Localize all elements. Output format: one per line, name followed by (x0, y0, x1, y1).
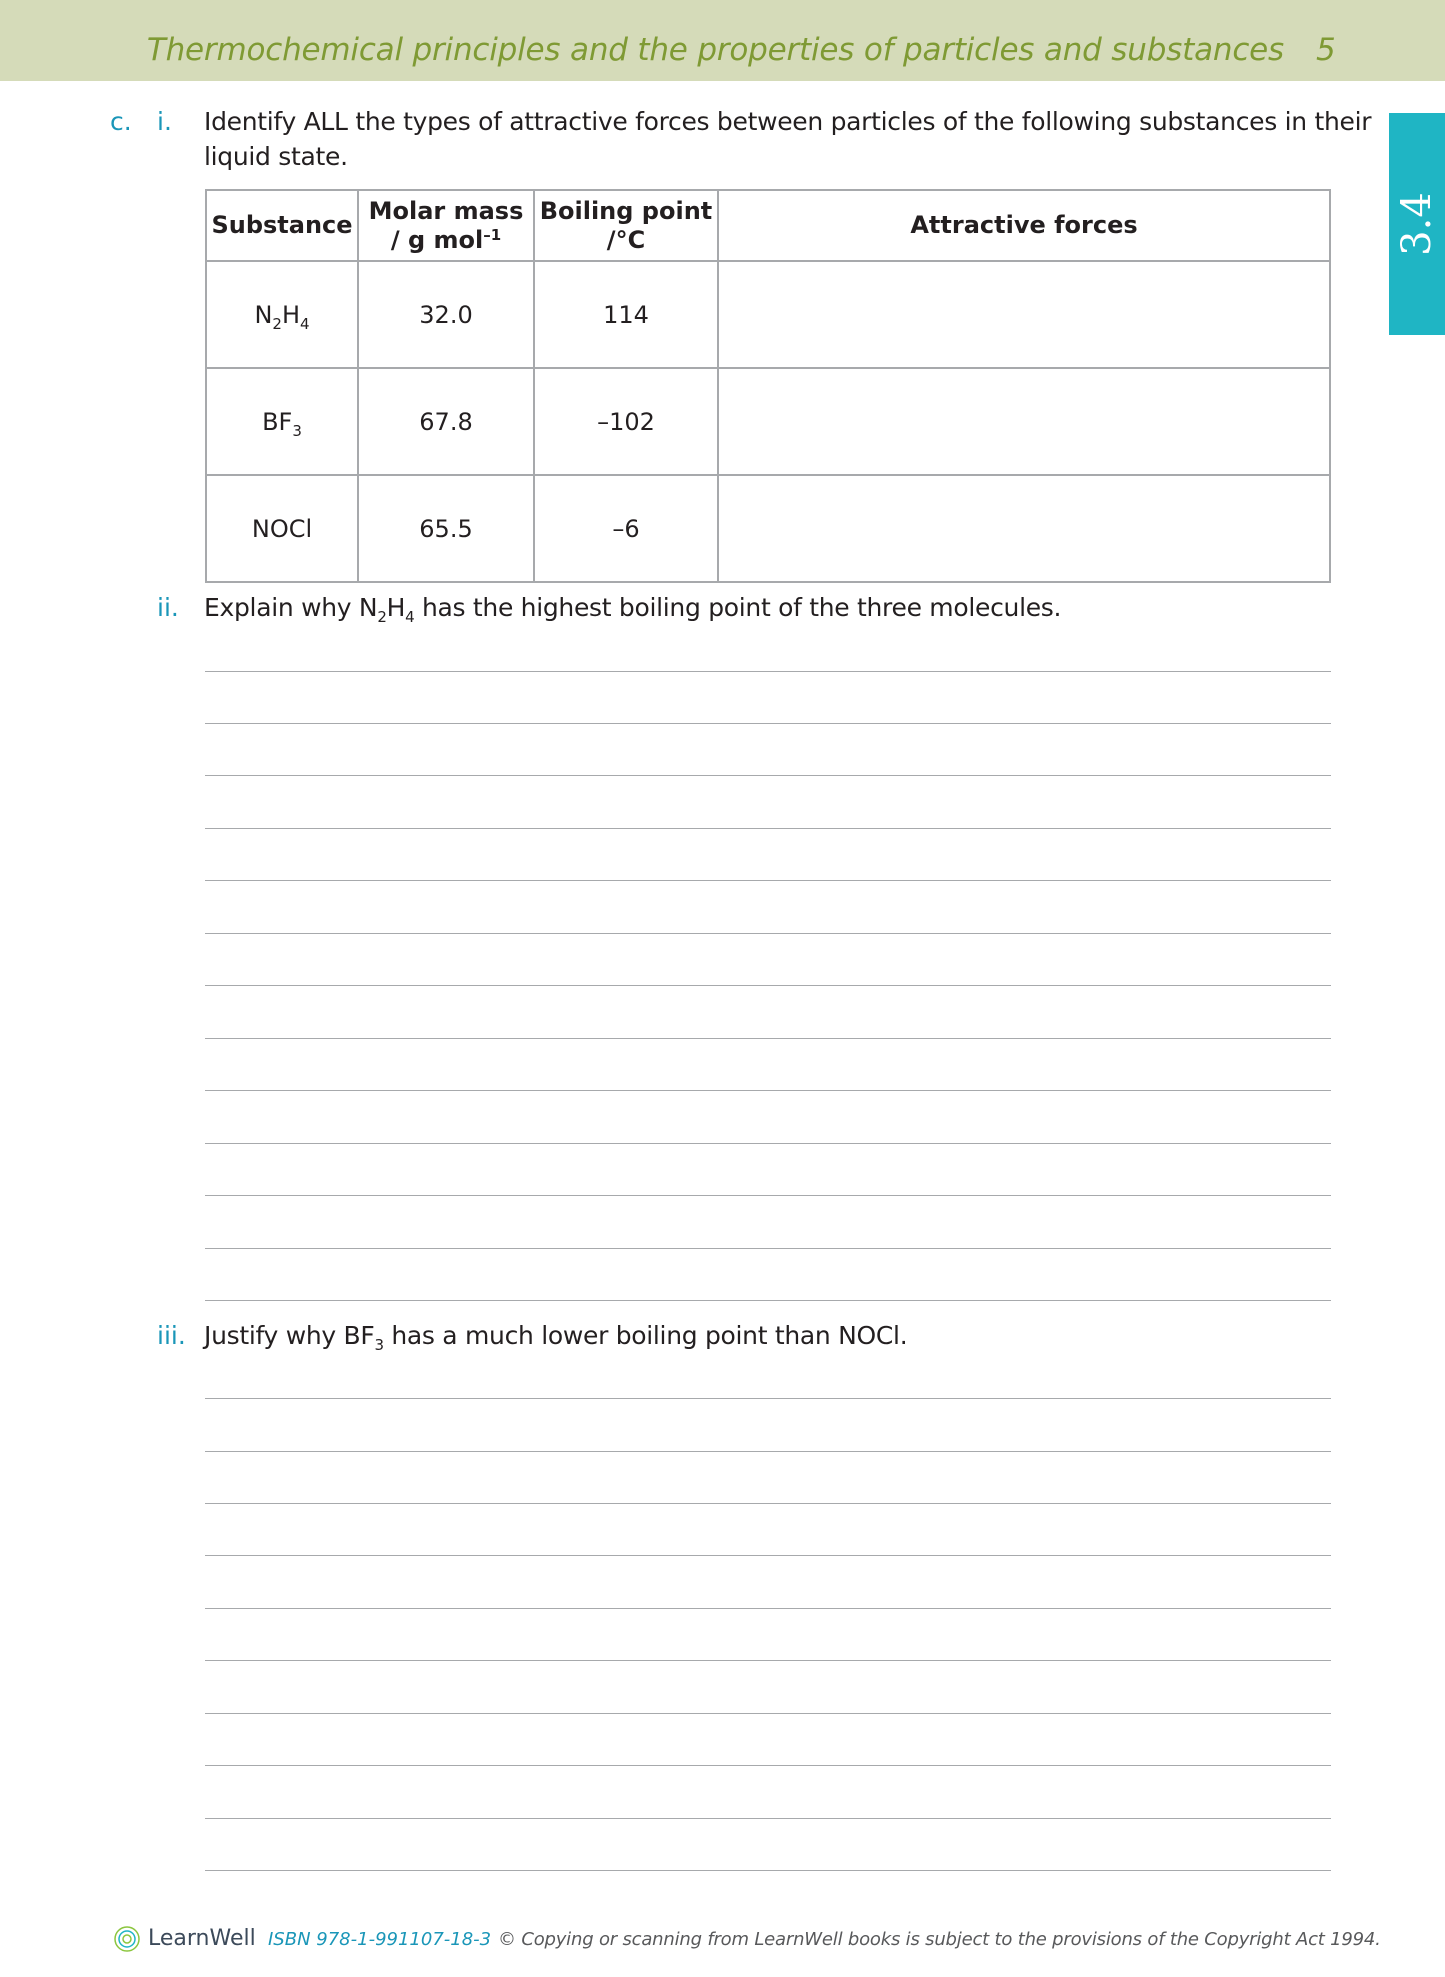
attractive-forces-answer-cell[interactable] (718, 368, 1330, 475)
page-footer (113, 1925, 1381, 1955)
substance-formula (206, 368, 358, 475)
formula-subscript: 3 (292, 421, 302, 440)
question-i-text-line2: liquid state. (204, 142, 348, 171)
question-iii-label: iii. (157, 1321, 186, 1350)
header-molar-mass-line2: / g mol (390, 225, 484, 254)
table-row (206, 368, 1330, 475)
answer-line[interactable] (205, 1660, 1331, 1661)
header-substance: Substance (206, 190, 358, 261)
question-iii-text-part: Justify why BF (204, 1321, 375, 1350)
boiling-point-value: –6 (534, 475, 718, 582)
header-molar-mass-sup: –1 (483, 225, 502, 244)
answer-line[interactable] (205, 933, 1331, 934)
header-boiling-point-line2: /°C (606, 225, 646, 254)
question-iii-text-part: has a much lower boiling point than NOCl. (383, 1321, 908, 1350)
boiling-point-value: 114 (534, 261, 718, 368)
question-ii-label: ii. (157, 593, 179, 622)
answer-line[interactable] (205, 985, 1331, 986)
answer-line[interactable] (205, 1870, 1331, 1871)
answer-line[interactable] (205, 1818, 1331, 1819)
page-header (0, 0, 1445, 81)
footer-isbn: ISBN 978-1-991107-18-3 (268, 1929, 492, 1950)
header-molar-mass (358, 190, 534, 261)
answer-line[interactable] (205, 723, 1331, 724)
answer-line[interactable] (205, 880, 1331, 881)
answer-line[interactable] (205, 1143, 1331, 1144)
chapter-tab (1389, 113, 1445, 335)
chapter-tab-label: 3.4 (1394, 192, 1440, 256)
answer-line[interactable] (205, 1398, 1331, 1399)
header-molar-mass-line1: Molar mass (368, 196, 524, 225)
answer-line[interactable] (205, 1090, 1331, 1091)
table-row (206, 261, 1330, 368)
answer-line[interactable] (205, 671, 1331, 672)
table-row (206, 475, 1330, 582)
answer-line[interactable] (205, 1713, 1331, 1714)
header-attractive-forces: Attractive forces (718, 190, 1330, 261)
molar-mass-value: 65.5 (358, 475, 534, 582)
learnwell-logo-icon (113, 1925, 141, 1953)
substance-table (205, 189, 1331, 583)
answer-line[interactable] (205, 1503, 1331, 1504)
header-boiling-point (534, 190, 718, 261)
question-ii-text (204, 590, 1061, 625)
boiling-point-value: –102 (534, 368, 718, 475)
footer-copyright: © Copying or scanning from LearnWell books is subject to the provisions of the Copyright Act 1994. (498, 1929, 1381, 1950)
answer-line[interactable] (205, 1038, 1331, 1039)
footer-brand: LearnWell (148, 1926, 256, 1951)
page-header-title: Thermochemical principles and the properties of particles and substances (146, 32, 1284, 68)
answer-line[interactable] (205, 1195, 1331, 1196)
question-ii-text-part: has the highest boiling point of the three molecules. (414, 593, 1062, 622)
question-i-text-line1: Identify ALL the types of attractive forces between particles of the following substances in their (204, 107, 1372, 136)
answer-line[interactable] (205, 1608, 1331, 1609)
table-header-row (206, 190, 1330, 261)
question-ii-subscript: 2 (377, 608, 387, 626)
question-c-label: c. (110, 107, 132, 136)
formula-part: N (254, 300, 273, 329)
answer-line[interactable] (205, 1248, 1331, 1249)
formula-subscript: 2 (272, 314, 282, 333)
molar-mass-value: 67.8 (358, 368, 534, 475)
question-i-text (204, 104, 1371, 174)
substance-formula (206, 261, 358, 368)
answer-line[interactable] (205, 775, 1331, 776)
answer-line[interactable] (205, 1451, 1331, 1452)
molar-mass-value: 32.0 (358, 261, 534, 368)
formula-part: BF (262, 407, 293, 436)
question-iii-text (204, 1318, 907, 1353)
header-boiling-point-line1: Boiling point (539, 196, 713, 225)
page-number: 5 (1316, 32, 1336, 68)
formula-subscript: 4 (300, 314, 310, 333)
answer-line[interactable] (205, 1300, 1331, 1301)
question-ii-subscript: 4 (405, 608, 415, 626)
formula-part: H (281, 300, 300, 329)
attractive-forces-answer-cell[interactable] (718, 475, 1330, 582)
answer-line[interactable] (205, 1555, 1331, 1556)
question-ii-text-part: H (386, 593, 406, 622)
substance-formula: NOCl (206, 475, 358, 582)
answer-line[interactable] (205, 828, 1331, 829)
attractive-forces-answer-cell[interactable] (718, 261, 1330, 368)
answer-line[interactable] (205, 1765, 1331, 1766)
question-ii-text-part: Explain why N (204, 593, 378, 622)
question-i-label: i. (157, 107, 172, 136)
question-iii-subscript: 3 (374, 1336, 384, 1354)
